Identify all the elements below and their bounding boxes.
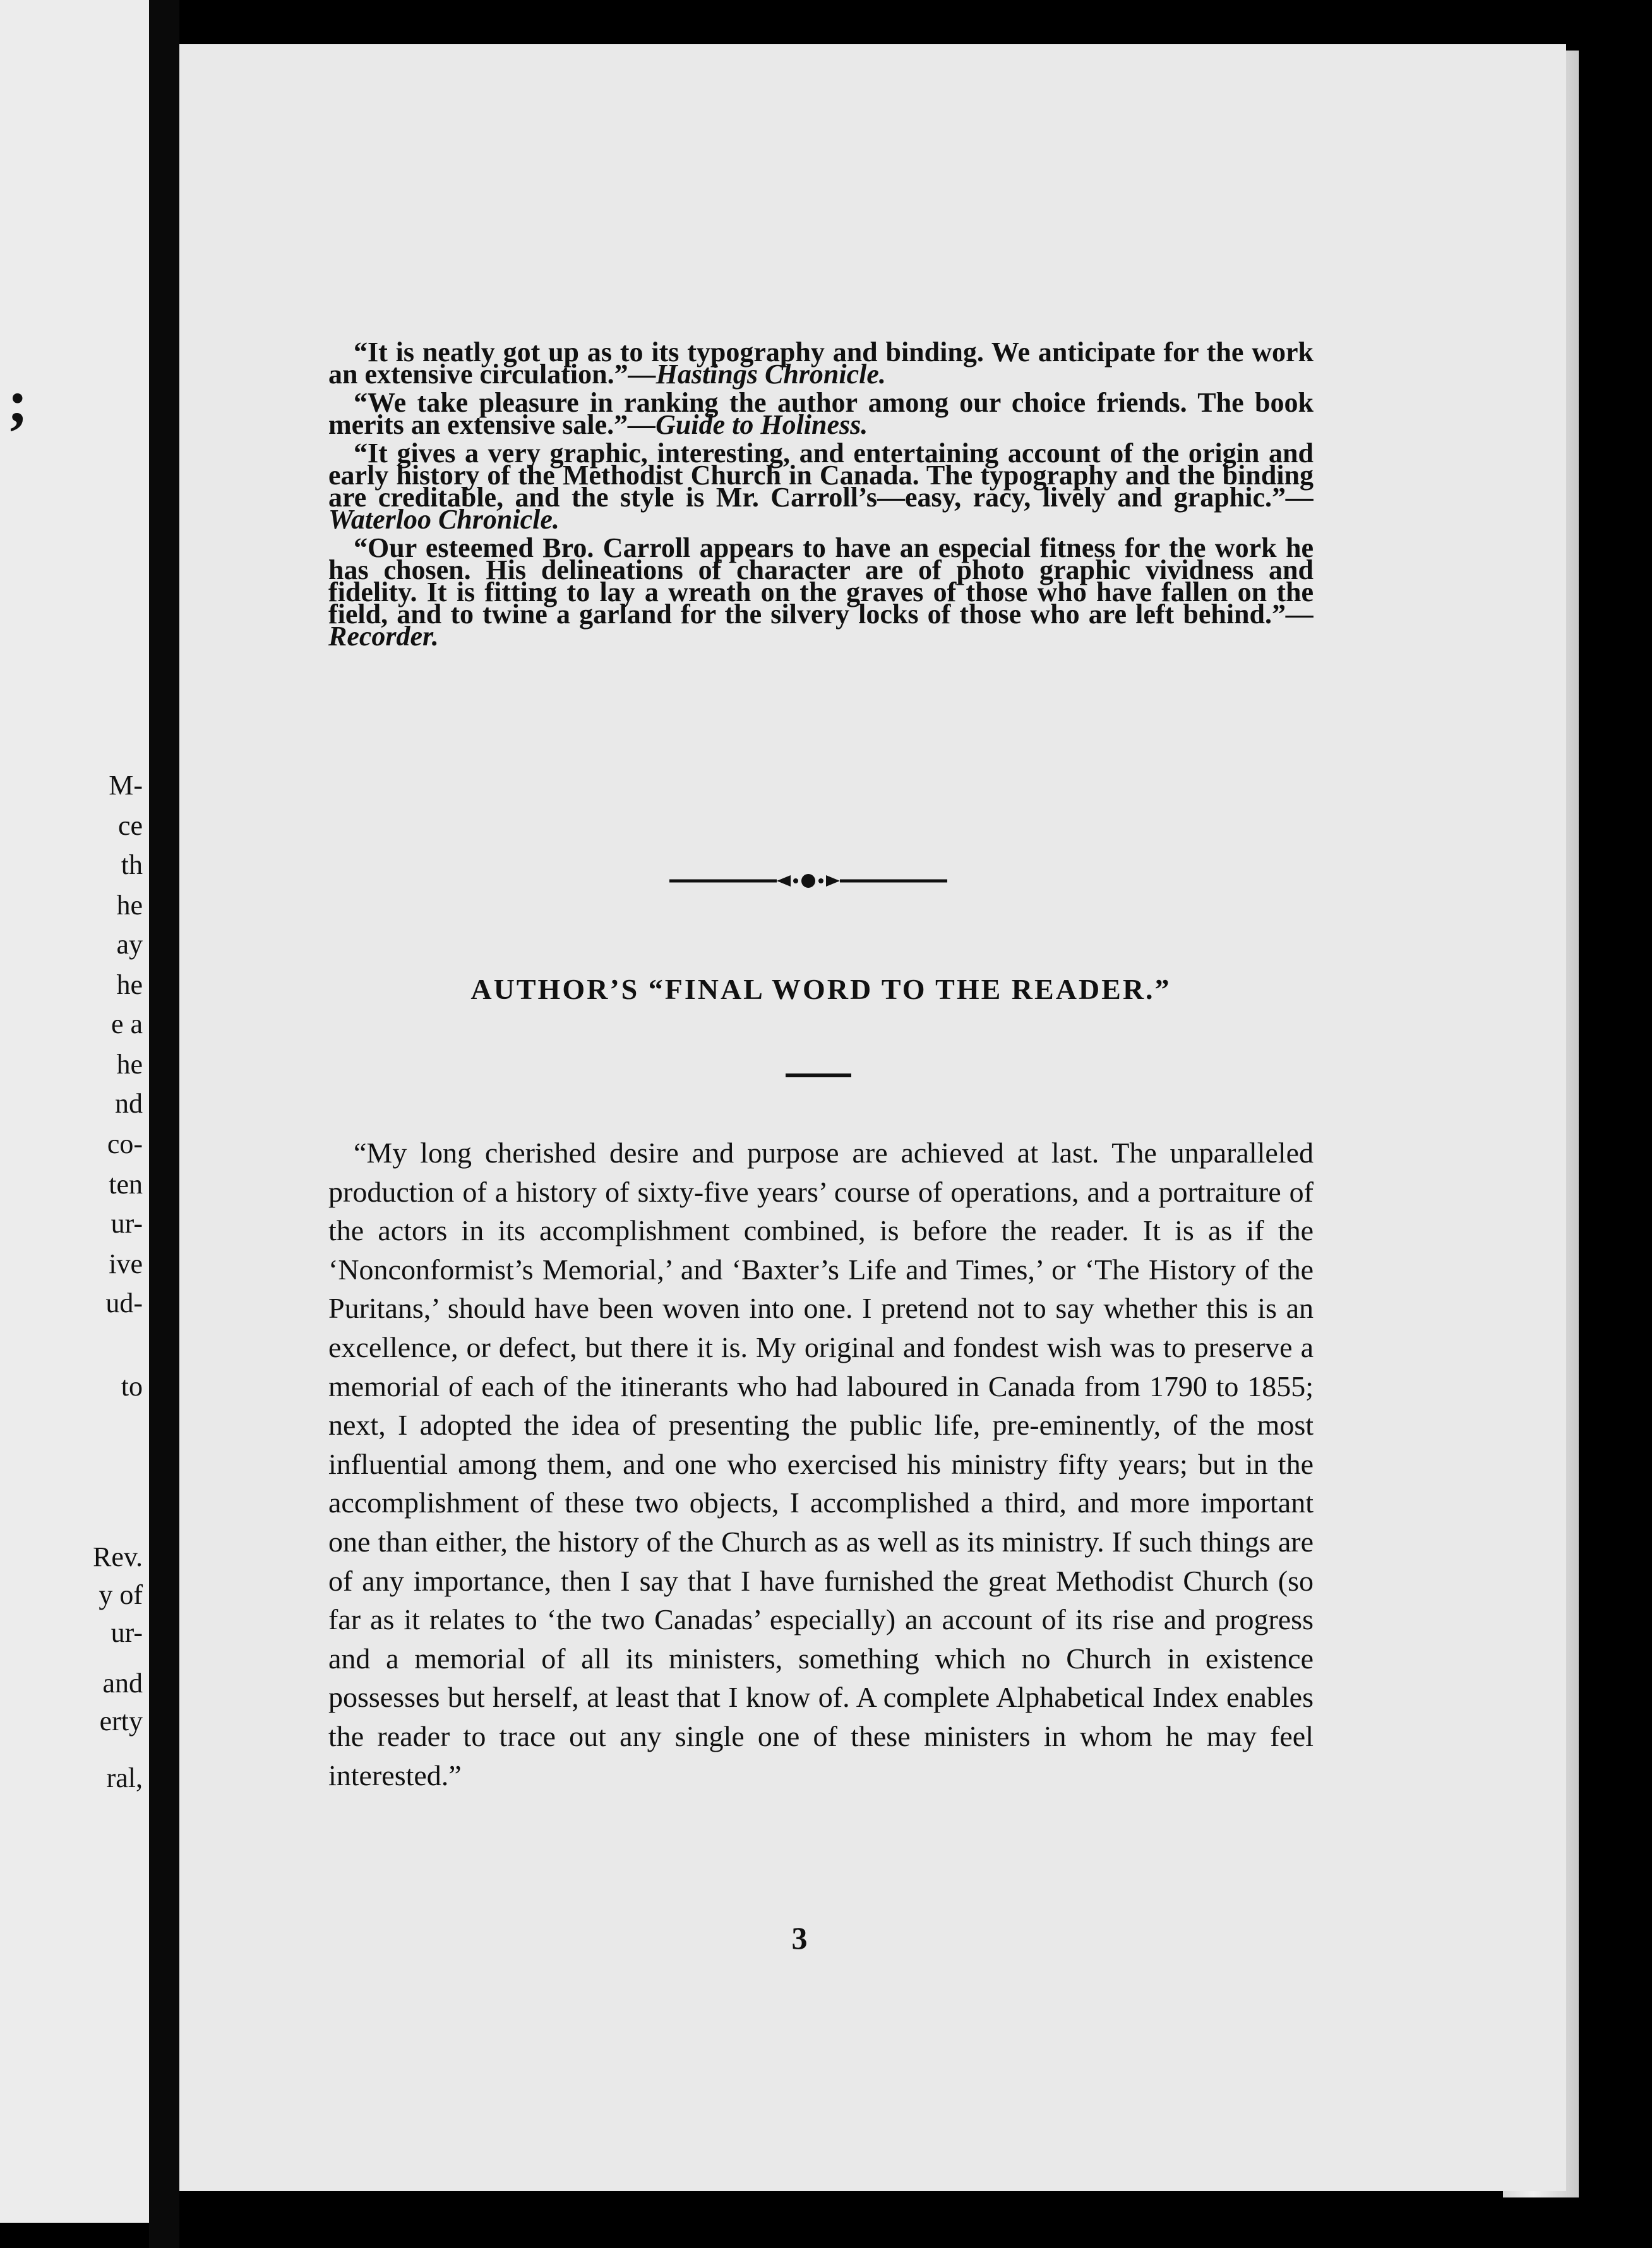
ornamental-divider — [669, 871, 947, 890]
book-gutter — [149, 0, 179, 2248]
review-quote: “We take pleasure in ranking the author among our choice friends. The book merits an extensive sale.” — [328, 387, 1314, 440]
previous-page-fragment: ce — [117, 810, 143, 841]
previous-page-fragment: ay — [116, 929, 143, 960]
review-quote: “It gives a very graphic, interesting, and entertaining account of the origin and early history of the Methodist Church in Canada. The typography and the binding are creditable, and the style is Mr. Carroll’s—easy, racy, lively and graphic.” — [328, 438, 1314, 513]
review-source: —Guide to Holiness. — [628, 409, 868, 440]
review-source: —Waterloo Chronicle. — [328, 482, 1314, 535]
previous-page-fragment: M- — [109, 770, 143, 801]
review-hastings — [328, 337, 1314, 390]
previous-page-fragment: Rev. — [92, 1541, 143, 1572]
press-reviews — [328, 337, 1314, 654]
previous-page-fragment: and — [102, 1668, 143, 1699]
section-heading: AUTHOR’S “FINAL WORD TO THE READER.” — [470, 973, 1171, 1005]
previous-page-fragment: co- — [107, 1128, 143, 1159]
previous-page-fragment: ive — [109, 1248, 143, 1279]
previous-page-fragment: th — [121, 849, 143, 880]
previous-page-fragment: nd — [115, 1088, 143, 1119]
previous-page-fragment: he — [116, 890, 143, 921]
previous-page-fragment: ten — [109, 1169, 143, 1200]
previous-page-fragment: he — [116, 1049, 143, 1080]
previous-page-fragment: ral, — [106, 1762, 143, 1793]
previous-page-fragment: ur- — [111, 1617, 143, 1648]
previous-page-fragment: e a — [111, 1008, 143, 1039]
previous-page-fragment: erty — [99, 1706, 143, 1737]
review-source: —Recorder. — [328, 599, 1314, 652]
previous-page-fragment: ur- — [111, 1208, 143, 1239]
review-recorder — [328, 532, 1314, 652]
review-guide — [328, 387, 1314, 440]
review-quote: “It is neatly got up as to its typography and binding. We anticipate for the work an extensive circulation.” — [328, 337, 1314, 390]
review-quote: “Our esteemed Bro. Carroll appears to have an especial fitness for the work he has chosen. His delineations of character are of photo graphic vividness and fidelity. It is fitting to lay a wreath on the graves of those who have fallen on the field, and to twine a garland for the silvery locks of those who are left behind.” — [328, 532, 1314, 630]
review-source: —Hastings Chronicle. — [628, 359, 886, 390]
previous-page-fragment: he — [116, 969, 143, 1000]
previous-page-edge — [0, 0, 149, 2223]
final-word-text — [328, 1133, 1314, 1795]
previous-page-fragment: ud- — [105, 1288, 143, 1318]
page-number: 3 — [791, 1920, 808, 1956]
previous-page-fragment: y of — [99, 1579, 143, 1610]
heading-rule — [786, 1073, 851, 1077]
review-waterloo — [328, 438, 1314, 535]
final-word-paragraph: “My long cherished desire and purpose are achieved at last. The unparalleled production of a history of sixty-five years’ course of operations, and a portraiture of the actors in its accomplishment combined, is before the reader. It is as if the ‘Nonconformist’s Memorial,’ and ‘Baxter’s Life and Times,’ or ‘The History of the Puritans,’ should have been woven into one. I pretend not to say whether this is an excellence, or defect, but there it is. My original and fondest wish was to preserve a memorial of each of the itinerants who had laboured in Canada from 1790 to 1855; next, I adopted the idea of presenting the public life, pre-eminently, of the most influential among them, and one who exercised his ministry fifty years; but in the accomplishment of these two objects, I accomplished a third, and more important one than either, the history of the Church as as well as its ministry. If such things are of any importance, then I say that I have furnished the great Methodist Church (so far as it relates to ‘the two Canadas’ especially) an account of its rise and progress and a memorial of all its ministers, something which no Church in existence possesses but herself, at least that I know of. A complete Alphabetical Index enables the reader to trace out any single one of these ministers in whom he may feel interested.” — [328, 1137, 1314, 1791]
previous-page-semicolon: ; — [8, 368, 28, 435]
previous-page-fragment: to — [121, 1371, 143, 1402]
